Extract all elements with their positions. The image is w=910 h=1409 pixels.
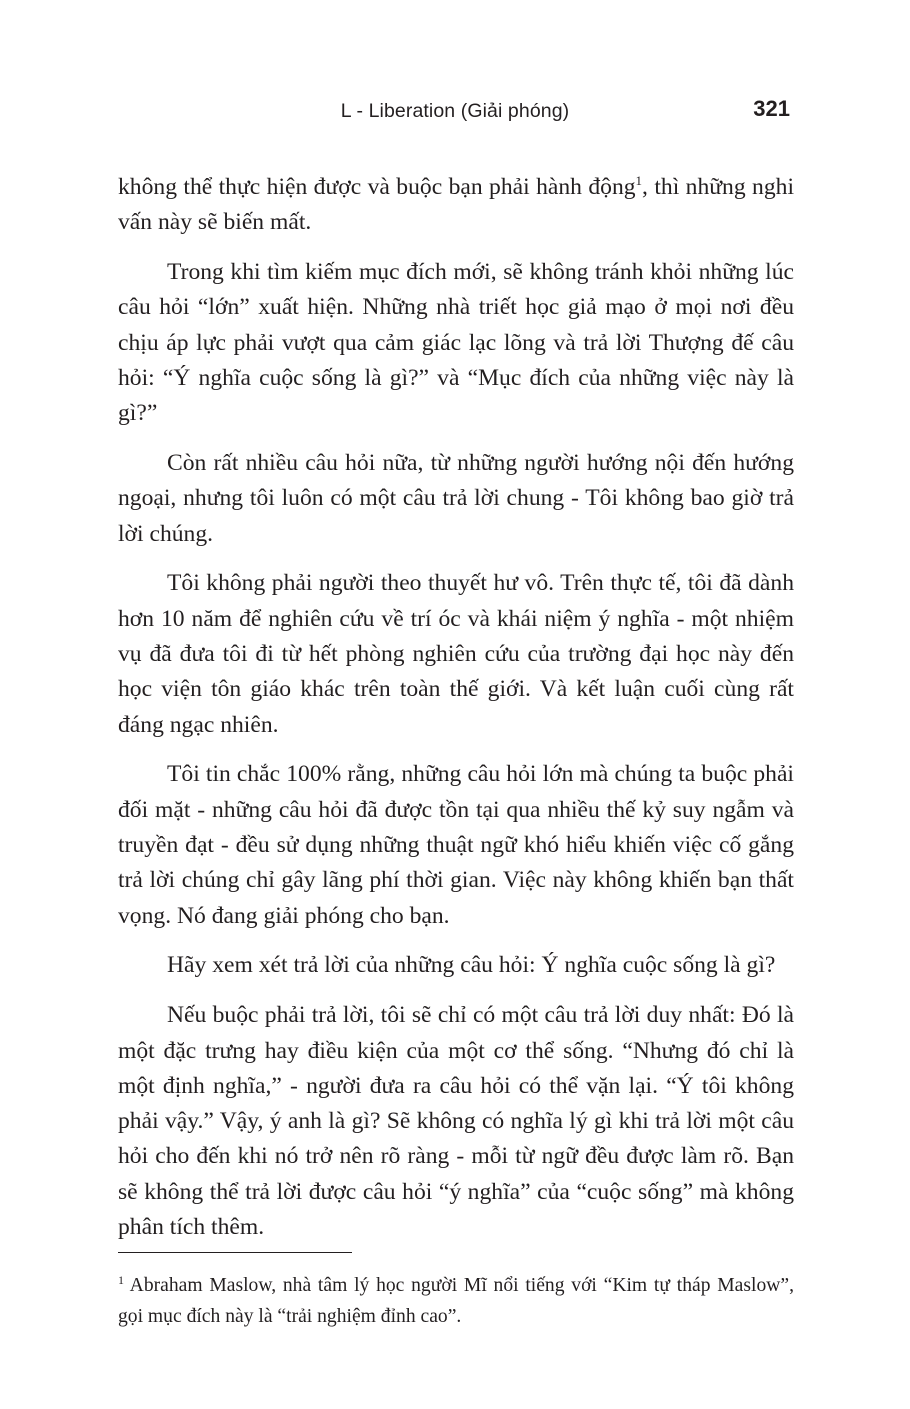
paragraph-4: Tôi không phải người theo thuyết hư vô. Trên thực tế, tôi đã dành hơn 10 năm để nghiên cứu về trí óc và khái niệm ý nghĩa - một nhiệm vụ đã đưa tôi đi từ hết phòng nghiên cứu của trường đại học này đến học viện tôn giáo khác trên toàn thế giới. Và kết luận cuối cùng rất đáng ngạc nhiên. [118, 570, 794, 738]
paragraph-3: Còn rất nhiều câu hỏi nữa, từ những người hướng nội đến hướng ngoại, nhưng tôi luôn có một câu trả lời chung - Tôi không bao giờ trả lời chúng. [118, 450, 794, 547]
footnote-text: Abraham Maslow, nhà tâm lý học người Mĩ nổi tiếng với “Kim tự tháp Maslow”, gọi mục đích này là “trải nghiệm đỉnh cao”. [118, 1275, 794, 1327]
paragraph-1-text-a: không thể thực hiện được và buộc bạn phải hành động [118, 174, 636, 200]
footnote-marker: 1 [118, 1273, 124, 1287]
footnote [118, 1271, 794, 1332]
paragraph-6: Hãy xem xét trả lời của những câu hỏi: Ý nghĩa cuộc sống là gì? [167, 952, 776, 979]
page-number: 321 [753, 96, 790, 121]
footnote-divider [118, 1252, 352, 1253]
paragraph-1 [118, 170, 794, 241]
running-title: L - Liberation (Giải phóng) [340, 100, 570, 122]
footnote-reference: 1 [635, 173, 643, 188]
body-text [118, 170, 794, 1260]
paragraph-7: Nếu buộc phải trả lời, tôi sẽ chỉ có một câu trả lời duy nhất: Đó là một đặc trưng hay điều kiện của một cơ thể sống. “Nhưng đó chỉ là một định nghĩa,” - người đưa ra câu hỏi có thể vặn lại. “Ý tôi không phải vậy.” Vậy, ý anh là gì? Sẽ không có nghĩa lý gì khi trả lời một câu hỏi cho đến khi nó trở nên rõ ràng - mỗi từ ngữ đều được làm rõ. Bạn sẽ không thể trả lời được câu hỏi “ý nghĩa” của “cuộc sống” mà không phân tích thêm. [118, 1002, 794, 1241]
paragraph-1-text-b: , thì những nghi vấn này sẽ biến mất. [118, 174, 795, 236]
paragraph-5: Tôi tin chắc 100% rằng, những câu hỏi lớn mà chúng ta buộc phải đối mặt - những câu hỏi đã được tồn tại qua nhiều thế kỷ suy ngẫm và truyền đạt - đều sử dụng những thuật ngữ khó hiểu khiến việc cố gắng trả lời chúng chỉ gây lãng phí thời gian. Việc này không khiến bạn thất vọng. Nó đang giải phóng cho bạn. [118, 761, 794, 929]
paragraph-2: Trong khi tìm kiếm mục đích mới, sẽ không tránh khỏi những lúc câu hỏi “lớn” xuất hiện. Những nhà triết học giả mạo ở mọi nơi đều chịu áp lực phải vượt qua cảm giác lạc lõng và trả lời Thượng đế câu hỏi: “Ý nghĩa cuộc sống là gì?” và “Mục đích của những việc này là gì?” [118, 259, 794, 427]
running-header [0, 96, 910, 128]
